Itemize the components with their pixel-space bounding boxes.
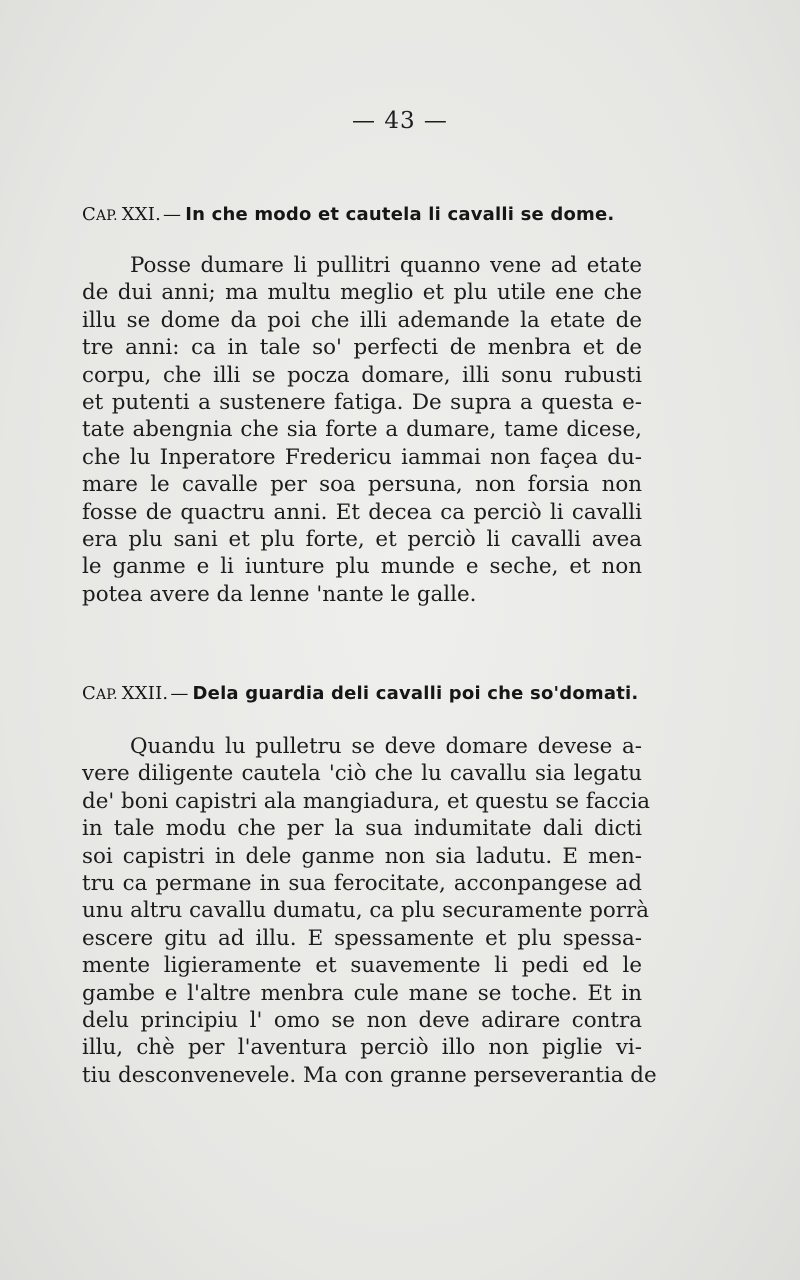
text-line: le ganme e li iunture plu munde e seche, et non [82, 554, 642, 580]
text-line: corpu, che illi se pocza domare, illi sonu rubusti [82, 362, 642, 388]
chapter-body [82, 252, 642, 608]
text-line: et putenti a sustenere fatiga. De supra a questa e- [82, 390, 642, 416]
text-line: mente ligieramente et suavemente li pedi ed le [82, 953, 642, 979]
text-line: de' boni capistri ala mangiadura, et questu se faccia [82, 788, 651, 814]
chapter-title [82, 683, 642, 704]
text-line: gambe e l'altre menbra cule mane se toche. Et in [82, 980, 642, 1006]
paragraph [82, 252, 642, 608]
paragraph [82, 733, 657, 1089]
chapter-label: CAP. [82, 204, 118, 225]
text-line: fosse de quactru anni. Et decea ca perciò li cavalli [82, 499, 642, 525]
chapter-number: XXII. [121, 683, 169, 704]
text-line: illu se dome da poi che illi ademande la etate de [82, 307, 642, 333]
chapter-dash: — [163, 204, 182, 225]
page-number: — 43 — [352, 108, 448, 134]
text-line: in tale modu che per la sua indumitate dali dicti [82, 816, 642, 842]
text-line: soi capistri in dele ganme non sia ladutu. E men- [82, 843, 642, 869]
text-line: tre anni: ca in tale so' perfecti de menbra et de [82, 335, 642, 361]
text-line: escere gitu ad illu. E spessamente et plu spessa- [82, 925, 642, 951]
text-line: tru ca permane in sua ferocitate, acconpangese ad [82, 871, 642, 897]
chapter-body [82, 733, 657, 1089]
text-line: era plu sani et plu forte, et perciò li cavalli avea [82, 527, 642, 553]
text-line: illu, chè per l'aventura perciò illo non piglie vi- [82, 1035, 642, 1061]
text-line: delu principiu l' omo se non deve adirare contra [82, 1008, 642, 1034]
text-line: Quandu lu pulletru se deve domare devese a- [130, 734, 642, 759]
chapter-title [82, 204, 642, 225]
chapter-label: CAP. [82, 683, 118, 704]
text-line: tate abengnia che sia forte a dumare, tame dicese, [82, 417, 642, 443]
chapter-heading: In che modo et cautela li cavalli se dome. [185, 204, 615, 225]
text-line: tiu desconvenevele. Ma con granne perseverantia de [82, 1062, 657, 1088]
text-line: mare le cavalle per soa persuna, non forsia non [82, 472, 642, 498]
chapter-number: XXI. [121, 204, 161, 225]
text-line: Posse dumare li pullitri quanno vene ad etate [130, 253, 642, 278]
text-line: de dui anni; ma multu meglio et plu utile ene che [82, 280, 642, 306]
text-line: vere diligente cautela 'ciò che lu cavallu sia legatu [82, 761, 642, 787]
text-line: che lu Inperatore Fredericu iammai non façea du- [82, 444, 642, 470]
text-line: potea avere da lenne 'nante le galle. [82, 581, 477, 607]
chapter-dash: — [170, 683, 189, 704]
chapter-heading: Dela guardia deli cavalli poi che so'domati. [192, 683, 639, 704]
text-line: unu altru cavallu dumatu, ca plu securamente porrà [82, 898, 649, 924]
